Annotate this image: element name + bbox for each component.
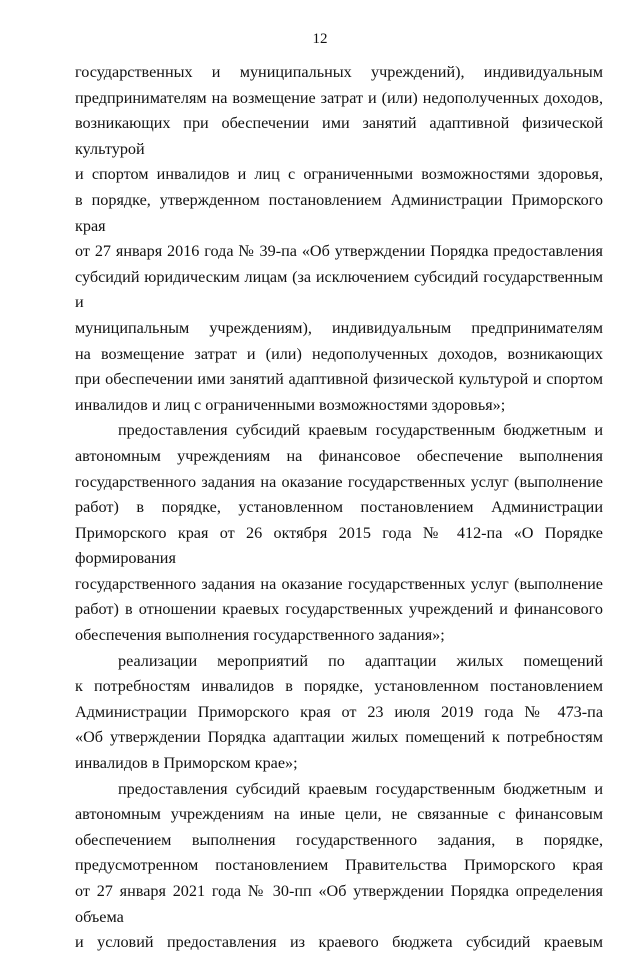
text-line: автономным учреждениям на финансовое обеспечение выполнения — [75, 446, 603, 465]
text-line: предпринимателям на возмещение затрат и (или) недополученных доходов, — [75, 88, 603, 107]
text-line: государственного задания на оказание государственных услуг (выполнение — [75, 574, 603, 593]
text-line: предусмотренном постановлением Правительства Приморского края — [75, 856, 603, 875]
text-line: при обеспечении ими занятий адаптивной физической культурой и спортом — [75, 370, 603, 389]
text-line: Приморского края от 26 октября 2015 года № 412-па «О Порядке формирования — [75, 523, 603, 568]
text-line: на возмещение затрат и (или) недополученных доходов, возникающих — [75, 344, 603, 363]
text-line: предоставления субсидий краевым государственным бюджетным и — [118, 421, 603, 440]
text-line: автономным учреждениям на иные цели, не связанные с финансовым — [75, 805, 603, 824]
text-line: к потребностям инвалидов в порядке, установленном постановлением — [75, 677, 603, 696]
text-line: инвалидов и лиц с ограниченными возможностями здоровья»; — [75, 395, 506, 414]
text-line: предоставления субсидий краевым государственным бюджетным и — [118, 779, 603, 798]
text-line: в порядке, утвержденном постановлением Администрации Приморского края — [75, 190, 603, 235]
text-line: реализации мероприятий по адаптации жилых помещений — [118, 651, 603, 670]
text-line: субсидий юридическим лицам (за исключением субсидий государственным и — [75, 267, 603, 312]
page-number: 12 — [312, 31, 328, 47]
text-line: работ) в отношении краевых государственных учреждений и финансового — [75, 600, 603, 619]
text-line: и спортом инвалидов и лиц с ограниченными возможностями здоровья, — [75, 165, 603, 184]
text-line: обеспечения выполнения государственного задания»; — [75, 626, 445, 645]
text-line: и условий предоставления из краевого бюджета субсидий краевым — [75, 933, 603, 952]
document-body — [75, 60, 603, 956]
text-line: государственных и муниципальных учреждений), индивидуальным — [75, 63, 603, 81]
text-line: работ) в порядке, установленном постановлением Администрации — [75, 498, 603, 517]
text-line: инвалидов в Приморском крае»; — [75, 754, 298, 773]
text-line: обеспечением выполнения государственного задания, в порядке, — [75, 830, 603, 849]
text-line: муниципальным учреждениям), индивидуальным предпринимателям — [75, 318, 603, 337]
text-line: «Об утверждении Порядка адаптации жилых помещений к потребностям — [75, 728, 603, 747]
text-line: Администрации Приморского края от 23 июля 2019 года № 473-па — [75, 702, 603, 721]
text-line: государственного задания на оказание государственных услуг (выполнение — [75, 472, 603, 491]
text-line: от 27 января 2021 года № 30-пп «Об утверждении Порядка определения объема — [75, 882, 603, 926]
text-line: возникающих при обеспечении ими занятий адаптивной физической культурой — [75, 114, 603, 158]
text-line: от 27 января 2016 года № 39-па «Об утверждении Порядка предоставления — [75, 242, 603, 261]
